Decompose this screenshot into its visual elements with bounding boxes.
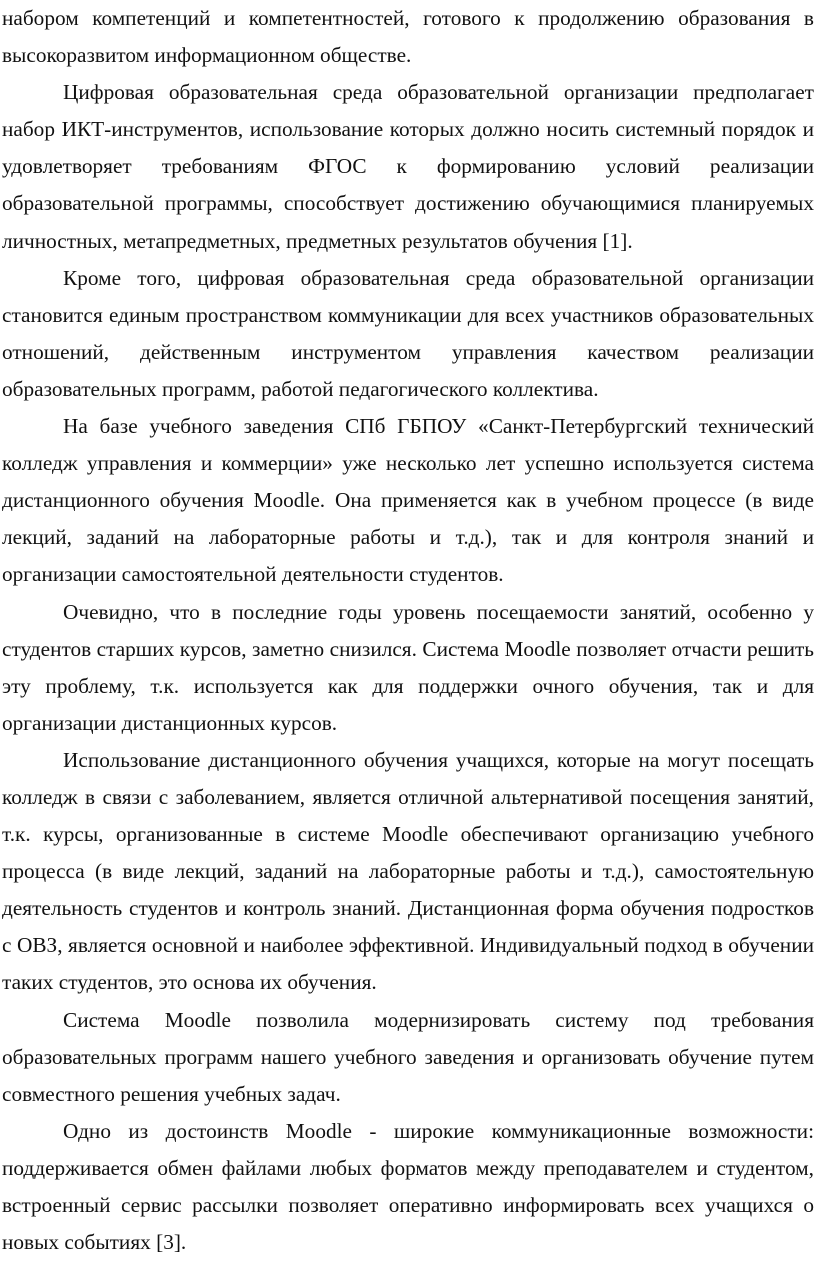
paragraph-moodle-usage: На базе учебного заведения СПб ГБПОУ «Санкт-Петербургский технический колледж управления и коммерции» уже несколько лет успешно используется система дистанционного обучения Moodle. Она применяется как в учебном процессе (в виде лекций, заданий на лабораторные работы и т.д.), так и для контроля знаний и организации самостоятельной деятельности студентов. [2, 414, 814, 587]
paragraph-continuation: набором компетенций и компетентностей, готового к продолжению образования в высокоразвитом информационном обществе. [2, 6, 814, 68]
document-page [2, 0, 814, 1261]
paragraph-modernization: Система Moodle позволила модернизировать систему под требования образовательных программ нашего учебного заведения и организовать обучение путем совместного решения учебных задач. [2, 1007, 814, 1106]
paragraph-attendance: Очевидно, что в последние годы уровень посещаемости занятий, особенно у студентов старших курсов, заметно снизился. Система Moodle позволяет отчасти решить эту проблему, т.к. используется как для поддержки очного обучения, так и для организации дистанционных курсов. [2, 599, 814, 735]
paragraph-distance-learning: Использование дистанционного обучения учащихся, которые на могут посещать колледж в связи с заболеванием, является отличной альтернативой посещения занятий, т.к. курсы, организованные в системе Moodle обеспечивают организацию учебного процесса (в виде лекций, заданий на лабораторные работы и т.д.), самостоятельную деятельность студентов и контроль знаний. Дистанционная форма обучения подростков с ОВЗ, является основной и наиболее эффективной. Индивидуальный подход в обучении таких студентов, это основа их обучения. [2, 747, 814, 995]
paragraph-digital-environment: Цифровая образовательная среда образовательной организации предполагает набор ИКТ-инструментов, использование которых должно носить системный порядок и удовлетворяет требованиям ФГОС к формированию условий реализации образовательной программы, способствует достижению обучающимися планируемых личностных, метапредметных, предметных результатов обучения [1]. [2, 80, 814, 253]
paragraph-communication-space: Кроме того, цифровая образовательная среда образовательной организации становится единым пространством коммуникации для всех участников образовательных отношений, действенным инструментом управления качеством реализации образовательных программ, работой педагогического коллектива. [2, 265, 814, 401]
paragraph-communication-features: Одно из достоинств Moodle - широкие коммуникационные возможности: поддерживается обмен файлами любых форматов между преподавателем и студентом, встроенный сервис рассылки позволяет оперативно информировать всех учащихся о новых событиях [3]. [2, 1118, 814, 1255]
